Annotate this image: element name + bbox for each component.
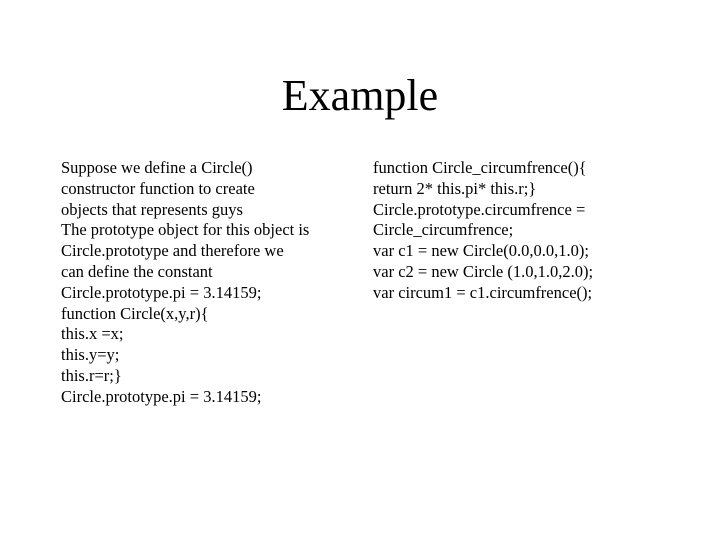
paragraph xyxy=(61,158,346,220)
code-line: return 2* this.pi* this.r;} xyxy=(373,178,537,198)
paragraph xyxy=(61,304,346,325)
text-line: Circle.prototype and therefore we xyxy=(61,241,284,261)
paragraph xyxy=(61,324,346,345)
text-line: The prototype object for this object is xyxy=(61,220,310,240)
paragraph xyxy=(61,220,346,303)
paragraph xyxy=(373,179,673,200)
paragraph xyxy=(373,283,673,304)
text-line: Circle.prototype.pi = 3.14159; xyxy=(61,282,262,302)
paragraph xyxy=(373,241,673,262)
code-line: this.x =x; xyxy=(61,324,124,344)
paragraph xyxy=(373,200,673,242)
text-line: can define the constant xyxy=(61,261,213,281)
paragraph xyxy=(61,366,346,387)
code-line: this.y=y; xyxy=(61,345,120,365)
code-line: this.r=r;} xyxy=(61,365,122,385)
paragraph xyxy=(61,387,346,408)
code-line: function Circle_circumfrence(){ xyxy=(373,158,587,177)
text-line: constructor function to create xyxy=(61,178,255,198)
text-line: Suppose we define a Circle() xyxy=(61,158,253,177)
code-line: var c1 = new Circle(0.0,0.0,1.0); xyxy=(373,241,589,261)
code-line: Circle.prototype.circumfrence = xyxy=(373,199,586,219)
code-line: var c2 = new Circle (1.0,1.0,2.0); xyxy=(373,261,594,281)
code-line: Circle_circumfrence; xyxy=(373,220,514,240)
slide-title: Example xyxy=(281,71,439,120)
text-line: objects that represents guys xyxy=(61,199,243,219)
right-text-column xyxy=(373,158,673,304)
paragraph xyxy=(373,158,673,179)
code-line: var circum1 = c1.circumfrence(); xyxy=(373,282,593,302)
paragraph xyxy=(373,262,673,283)
paragraph xyxy=(61,345,346,366)
left-text-column xyxy=(61,158,346,408)
code-line: function Circle(x,y,r){ xyxy=(61,303,209,323)
code-line: Circle.prototype.pi = 3.14159; xyxy=(61,386,262,406)
